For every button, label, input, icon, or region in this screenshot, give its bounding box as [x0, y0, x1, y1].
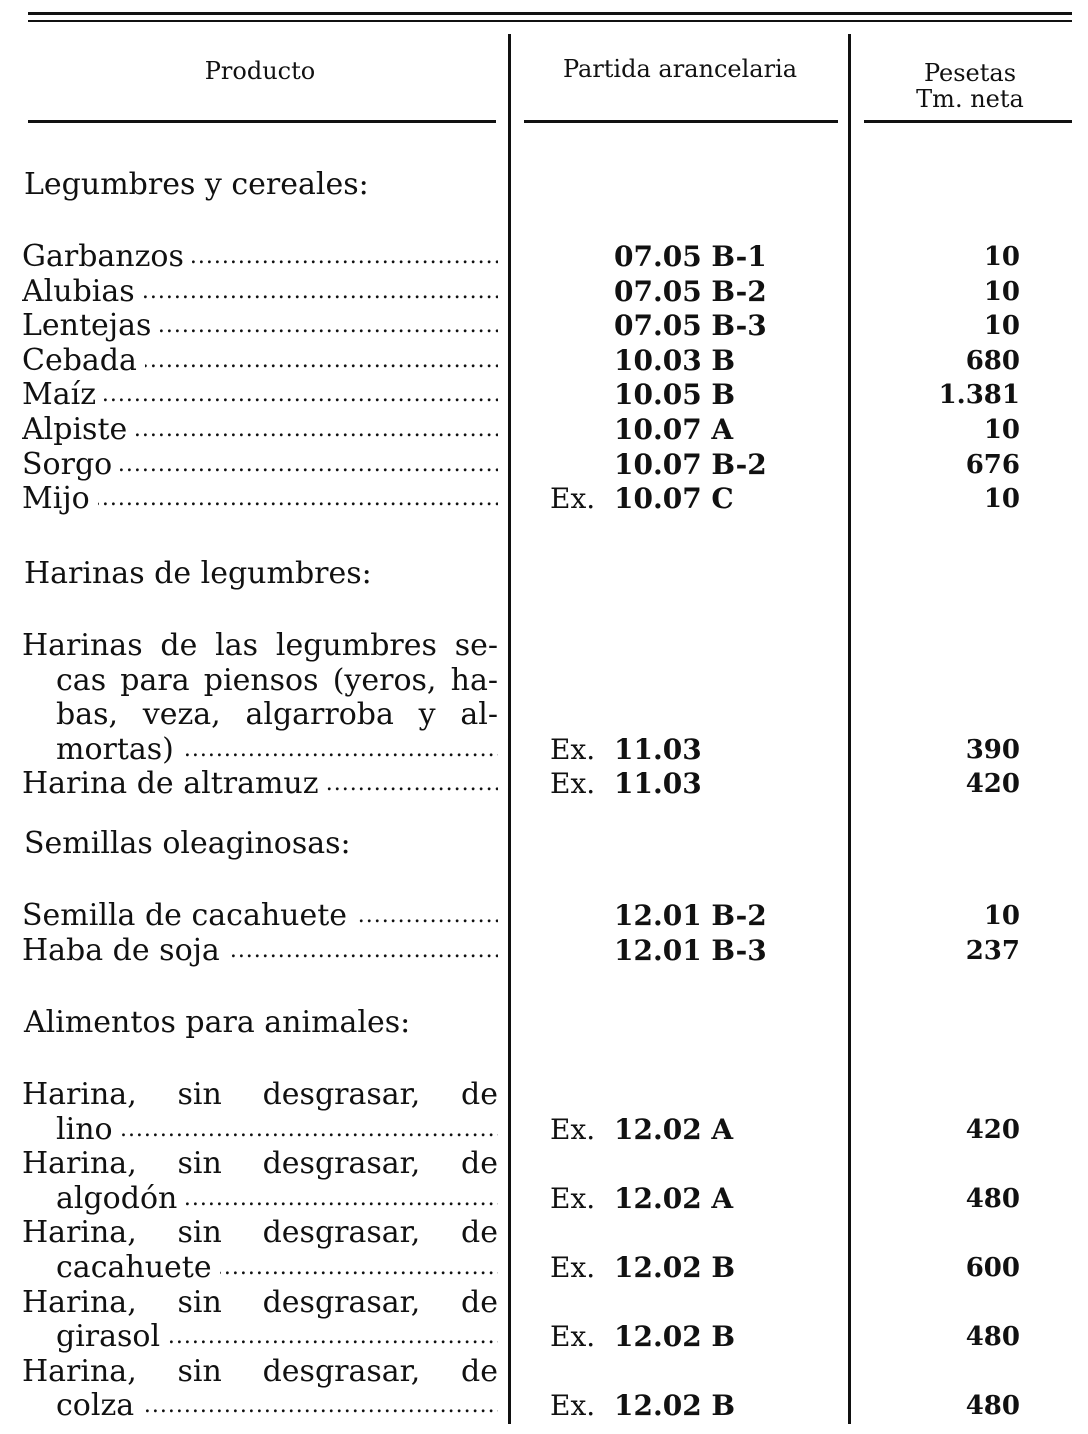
partida-code: 07.05 B-2: [614, 274, 767, 308]
partida-arancelaria: [550, 1182, 830, 1216]
header-tm-neta: Tm. neta: [916, 85, 1024, 113]
product-name: [22, 309, 498, 343]
pesetas-value: 390: [965, 734, 1020, 765]
partida-code: 12.02 B: [614, 1251, 736, 1284]
pesetas-value: 676: [965, 449, 1020, 480]
product-name: [22, 413, 498, 447]
partida-ex-prefix: Ex.: [550, 1112, 596, 1146]
partida-code: 12.02 B: [614, 1320, 736, 1354]
pesetas-value: 480: [965, 1391, 1020, 1422]
product-name: [22, 344, 498, 378]
product-name-line: [22, 629, 498, 663]
product-label: algodón: [56, 1182, 185, 1216]
pesetas-value: 480: [965, 1322, 1020, 1353]
partida-arancelaria: [550, 899, 830, 933]
pesetas-value: 10: [983, 276, 1020, 307]
pesetas-value: 10: [983, 484, 1020, 515]
partida-ex-prefix: Ex.: [550, 767, 596, 801]
partida-arancelaria: [550, 1389, 830, 1423]
partida-arancelaria: [550, 378, 830, 412]
partida-ex-prefix: Ex.: [550, 1251, 596, 1284]
partida-ex-prefix: Ex.: [550, 1320, 596, 1354]
pesetas-value: 10: [983, 415, 1020, 445]
product-label: Harina de altramuz: [22, 767, 327, 801]
pesetas-value: 420: [965, 1114, 1020, 1145]
product-name: [22, 240, 498, 274]
pesetas-value: 10: [983, 242, 1020, 272]
product-name-line: [22, 1147, 498, 1181]
product-name-line: [56, 698, 498, 732]
product-label: Harina, sin desgrasar, de: [22, 1078, 498, 1112]
pesetas-value: 1.381: [938, 380, 1020, 411]
partida-arancelaria: [550, 1251, 830, 1285]
partida-ex-prefix: Ex.: [550, 1389, 596, 1423]
header-producto: Producto: [204, 57, 316, 85]
pesetas-value: 237: [965, 935, 1020, 966]
pesetas-value: 600: [965, 1253, 1020, 1283]
partida-code: 12.02 A: [614, 1112, 734, 1146]
product-label: Garbanzos: [22, 240, 192, 274]
pesetas-value: 10: [983, 311, 1020, 342]
product-label: colza: [56, 1389, 142, 1423]
product-label: Harina, sin desgrasar, de: [22, 1216, 498, 1251]
product-name: [22, 899, 498, 933]
product-label: Alpiste: [22, 413, 135, 447]
partida-ex-prefix: Ex.: [550, 1181, 596, 1215]
product-name: [22, 378, 498, 412]
pesetas-value: 420: [965, 769, 1020, 800]
partida-arancelaria: [550, 448, 830, 482]
partida-code: 12.02 B: [614, 1389, 736, 1423]
product-name: [22, 448, 498, 482]
header-partida: Partida arancelaria: [562, 55, 798, 83]
product-label: Sorgo: [22, 448, 120, 482]
product-label: Harinas de las legumbres se-: [22, 629, 498, 663]
product-label: bas, veza, algarroba y al-: [56, 698, 498, 733]
partida-code: 12.01 B-2: [614, 899, 767, 932]
partida-arancelaria: [550, 1320, 830, 1354]
partida-arancelaria: [550, 413, 830, 447]
product-label: Harina, sin desgrasar, de: [22, 1354, 498, 1389]
product-name-line: [22, 1286, 498, 1320]
partida-arancelaria: [550, 240, 830, 274]
partida-code: 11.03: [614, 732, 702, 766]
product-name-line: [22, 1355, 498, 1389]
product-label: Cebada: [22, 344, 145, 378]
partida-ex-prefix: Ex.: [550, 732, 596, 766]
partida-arancelaria: [550, 482, 830, 516]
partida-arancelaria: [550, 275, 830, 309]
product-label: Lentejas: [22, 309, 159, 343]
product-label: Mijo: [22, 482, 98, 516]
product-label: Semilla de cacahuete: [22, 899, 355, 933]
partida-arancelaria: [550, 934, 830, 968]
product-label: Haba de soja: [22, 934, 228, 968]
partida-code: 10.07 A: [614, 413, 734, 446]
partida-code: 12.01 B-3: [614, 933, 767, 967]
section-title: Semillas oleaginosas:: [24, 826, 351, 861]
product-name: [22, 934, 498, 968]
product-name: [56, 1182, 498, 1216]
partida-arancelaria: [550, 1113, 830, 1147]
product-label: cas para piensos (yeros, ha-: [56, 663, 498, 698]
pesetas-value: 480: [965, 1183, 1020, 1214]
product-label: Maíz: [22, 378, 104, 412]
product-name: [56, 1320, 498, 1354]
product-label: Alubias: [22, 275, 143, 309]
pesetas-value: 10: [983, 901, 1020, 931]
product-label: Harina, sin desgrasar, de: [22, 1147, 498, 1182]
partida-code: 07.05 B-3: [614, 309, 767, 343]
partida-arancelaria: [550, 344, 830, 378]
product-name-line: [22, 1216, 498, 1250]
partida-arancelaria: [550, 733, 830, 767]
product-name: [22, 482, 498, 516]
partida-code: 07.05 B-1: [614, 240, 767, 273]
partida-code: 12.02 A: [614, 1181, 734, 1215]
partida-code: 11.03: [614, 767, 702, 801]
product-label: Harina, sin desgrasar, de: [22, 1285, 498, 1320]
product-name-line: [22, 1078, 498, 1112]
product-name: [22, 767, 498, 801]
section-title: Legumbres y cereales:: [24, 167, 369, 202]
product-label: cacahuete: [56, 1251, 220, 1285]
product-name: [56, 1251, 498, 1285]
product-label: lino: [56, 1113, 121, 1147]
product-name: [56, 1389, 498, 1423]
product-name: [56, 1113, 498, 1147]
product-label: girasol: [56, 1320, 168, 1354]
partida-code: 10.05 B: [614, 378, 736, 412]
pesetas-value: 680: [965, 345, 1020, 376]
section-title: Alimentos para animales:: [24, 1005, 411, 1040]
product-name: [56, 733, 498, 767]
partida-code: 10.07 B-2: [614, 447, 767, 481]
product-name-line: [56, 664, 498, 698]
product-label: mortas): [56, 733, 182, 767]
partida-arancelaria: [550, 309, 830, 343]
partida-arancelaria: [550, 767, 830, 801]
section-title: Harinas de legumbres:: [24, 556, 372, 591]
header-pesetas: Pesetas: [923, 59, 1017, 87]
partida-code: 10.07 C: [614, 482, 734, 516]
partida-code: 10.03 B: [614, 343, 736, 377]
product-name: [22, 275, 498, 309]
partida-ex-prefix: Ex.: [550, 482, 596, 516]
